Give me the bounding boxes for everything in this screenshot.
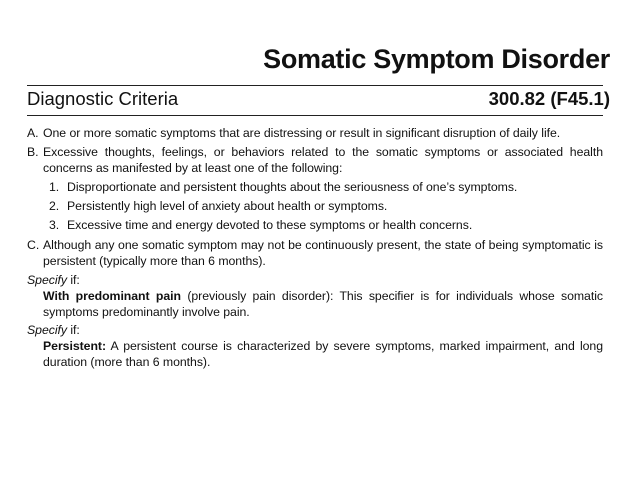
subcriterion-text: Disproportionate and persistent thoughts about the seriousness of one’s symptoms. bbox=[67, 180, 518, 194]
heading-rule bbox=[27, 115, 603, 116]
specifier-text: (previously pain disorder): This specifier is for individuals whose somatic symptoms predominantly involve pain. bbox=[43, 289, 603, 319]
specifier-name: With predominant pain bbox=[43, 289, 181, 303]
criterion-label: B. bbox=[27, 145, 39, 159]
subcriterion-number: 2. bbox=[49, 199, 60, 213]
specify-word: Specify bbox=[27, 273, 67, 287]
specifier-name: Persistent: bbox=[43, 339, 107, 353]
criteria-body bbox=[27, 125, 603, 372]
specify-word: Specify bbox=[27, 323, 67, 337]
subcriterion-number: 1. bbox=[49, 180, 60, 194]
specify-if: if: bbox=[66, 323, 80, 337]
specifier-persistent bbox=[27, 338, 603, 370]
subcriterion-text: Excessive time and energy devoted to these symptoms or health concerns. bbox=[67, 218, 473, 232]
criterion-a bbox=[27, 125, 603, 141]
criterion-text: Although any one somatic symptom may not be continuously present, the state of being symptomatic is persistent (typically more than 6 months). bbox=[43, 238, 603, 268]
specify-if: if: bbox=[66, 273, 80, 287]
diagnostic-code: 300.82 (F45.1) bbox=[488, 88, 610, 109]
document-title: Somatic Symptom Disorder bbox=[263, 44, 610, 74]
criterion-text: Excessive thoughts, feelings, or behaviors related to the somatic symptoms or associated health concerns as manifested by at least one of the following: bbox=[43, 145, 603, 175]
subcriterion-3 bbox=[27, 217, 603, 233]
specifier-intro bbox=[27, 322, 603, 338]
subcriterion-1 bbox=[27, 179, 603, 195]
specifier-pain bbox=[27, 288, 603, 320]
criterion-c bbox=[27, 237, 603, 269]
criterion-label: A. bbox=[27, 126, 39, 140]
subcriterion-number: 3. bbox=[49, 218, 60, 232]
specifier-text: A persistent course is characterized by severe symptoms, marked impairment, and long duration (more than 6 months). bbox=[43, 339, 603, 369]
specifier-intro bbox=[27, 272, 603, 288]
section-heading: Diagnostic Criteria bbox=[27, 88, 179, 109]
subcriterion-2 bbox=[27, 198, 603, 214]
criterion-label: C. bbox=[27, 238, 40, 252]
criterion-b bbox=[27, 144, 603, 176]
title-rule bbox=[27, 85, 603, 86]
subcriterion-text: Persistently high level of anxiety about health or symptoms. bbox=[67, 199, 388, 213]
criterion-text: One or more somatic symptoms that are distressing or result in significant disruption of daily life. bbox=[43, 126, 561, 140]
